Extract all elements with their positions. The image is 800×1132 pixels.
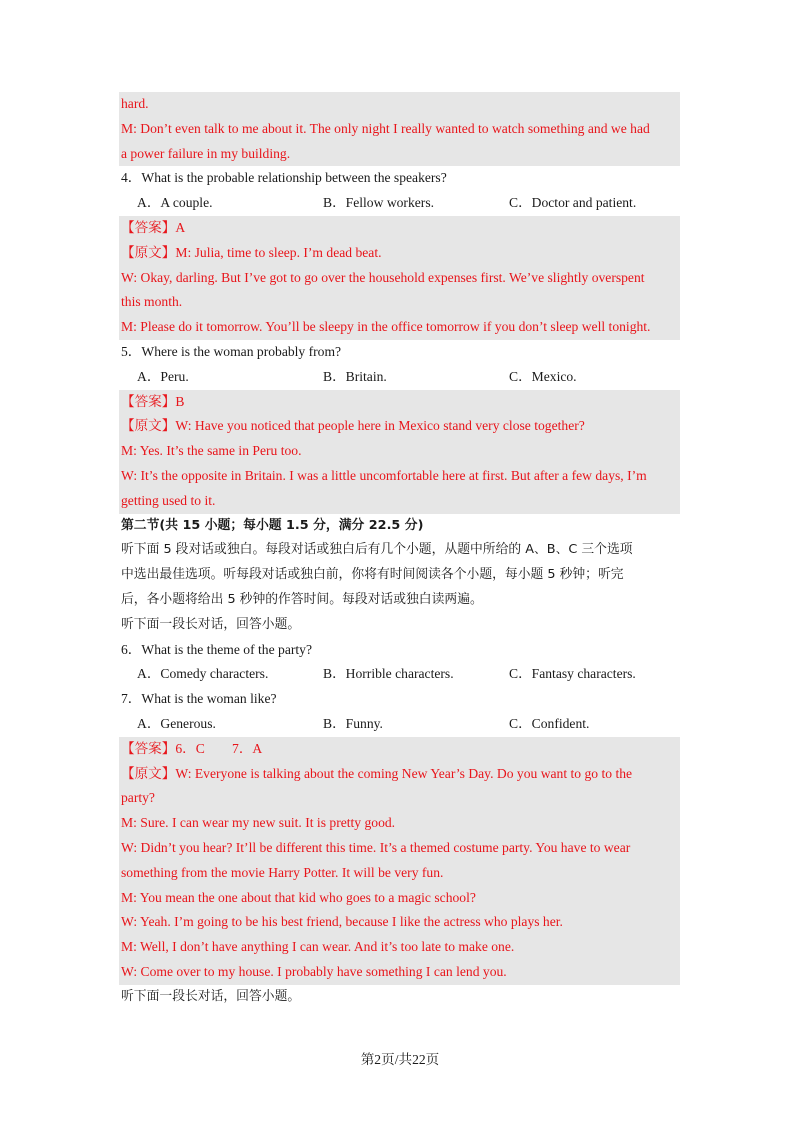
transcript-line: M: Don’t even talk to me about it. The only night I really wanted to watch something and we had xyxy=(121,120,650,136)
transcript-line: 【原文】W: Everyone is talking about the coming New Year’s Day. Do you want to go to the xyxy=(121,765,633,781)
question-5: 5．Where is the woman probably from? xyxy=(121,343,342,359)
question-7-options xyxy=(121,712,679,737)
option-c: C．Confident. xyxy=(509,715,590,731)
option-c: C．Fantasy characters. xyxy=(509,666,636,682)
question-5-options xyxy=(121,365,679,390)
option-a: A．Comedy characters. xyxy=(137,666,269,682)
transcript-line: a power failure in my building. xyxy=(121,145,291,161)
transcript-line: something from the movie Harry Potter. It will be very fun. xyxy=(121,864,444,880)
listen-intro: 听下面一段长对话，回答小题。 xyxy=(121,616,301,632)
question-6-options xyxy=(121,662,679,687)
option-c: C．Doctor and patient. xyxy=(509,195,637,211)
transcript-line: W: Come over to my house. I probably have something I can lend you. xyxy=(121,963,507,979)
question-7: 7．What is the woman like? xyxy=(121,691,277,707)
transcript-line: M: Yes. It’s the same in Peru too. xyxy=(121,443,302,459)
transcript-line: M: Please do it tomorrow. You’ll be sleepy in the office tomorrow if you don’t sleep well tonight. xyxy=(121,319,651,335)
transcript-line: 【原文】W: Have you noticed that people here in Mexico stand very close together? xyxy=(121,418,585,434)
option-a: A．Peru. xyxy=(137,368,189,384)
option-c: C．Mexico. xyxy=(509,368,577,384)
transcript-line: W: Yeah. I’m going to be his best friend, because I like the actress who plays her. xyxy=(121,914,563,930)
answer-label: 【答案】6．C 7．A xyxy=(121,740,263,756)
answer-block-q4 xyxy=(119,216,680,340)
instruction-line: 后，各小题将给出 5 秒钟的作答时间。每段对话或独白读两遍。 xyxy=(121,591,483,607)
answer-block-q5 xyxy=(119,390,680,514)
answer-label: 【答案】B xyxy=(121,393,185,409)
question-4-options xyxy=(121,191,679,216)
option-b: B．Horrible characters. xyxy=(323,666,454,682)
answer-block-q6-7 xyxy=(119,737,680,985)
transcript-line: 【原文】M: Julia, time to sleep. I’m dead beat. xyxy=(121,244,382,260)
page-footer: 第2页/共22页 xyxy=(360,1052,440,1067)
question-6: 6．What is the theme of the party? xyxy=(121,641,313,657)
transcript-line: M: You mean the one about that kid who goes to a magic school? xyxy=(121,889,476,905)
option-b: B．Funny. xyxy=(323,715,383,731)
option-b: B．Britain. xyxy=(323,368,387,384)
question-4: 4．What is the probable relationship between the speakers? xyxy=(121,170,447,186)
transcript-line: getting used to it. xyxy=(121,492,216,508)
transcript-line: W: Didn’t you hear? It’ll be different this time. It’s a themed costume party. You have to wear xyxy=(121,839,631,855)
instruction-line: 听下面 5 段对话或独白。每段对话或独白后有几个小题，从题中所给的 A、B、C 三个选项 xyxy=(121,542,633,558)
transcript-line: this month. xyxy=(121,294,183,310)
page-content xyxy=(121,92,679,1009)
transcript-block-q3 xyxy=(119,92,680,166)
option-b: B．Fellow workers. xyxy=(323,195,435,211)
transcript-line: W: Okay, darling. But I’ve got to go over the household expenses first. We’ve slightly overspent xyxy=(121,269,645,285)
transcript-line: M: Sure. I can wear my new suit. It is pretty good. xyxy=(121,815,396,831)
instruction-line: 中选出最佳选项。听每段对话或独白前，你将有时间阅读各个小题，每小题 5 秒钟；听完 xyxy=(121,567,624,583)
listen-intro: 听下面一段长对话，回答小题。 xyxy=(121,988,301,1004)
section-heading: 第二节(共 15 小题；每小题 1.5 分，满分 22.5 分) xyxy=(121,517,424,533)
transcript-line: party? xyxy=(121,790,155,806)
answer-label: 【答案】A xyxy=(121,219,186,235)
option-a: A．Generous. xyxy=(137,715,216,731)
transcript-line: M: Well, I don’t have anything I can wear. And it’s too late to make one. xyxy=(121,939,515,955)
option-a: A．A couple. xyxy=(137,195,213,211)
transcript-line: hard. xyxy=(121,96,149,111)
transcript-line: W: It’s the opposite in Britain. I was a little uncomfortable here at first. But after a few days, I’m xyxy=(121,467,647,483)
